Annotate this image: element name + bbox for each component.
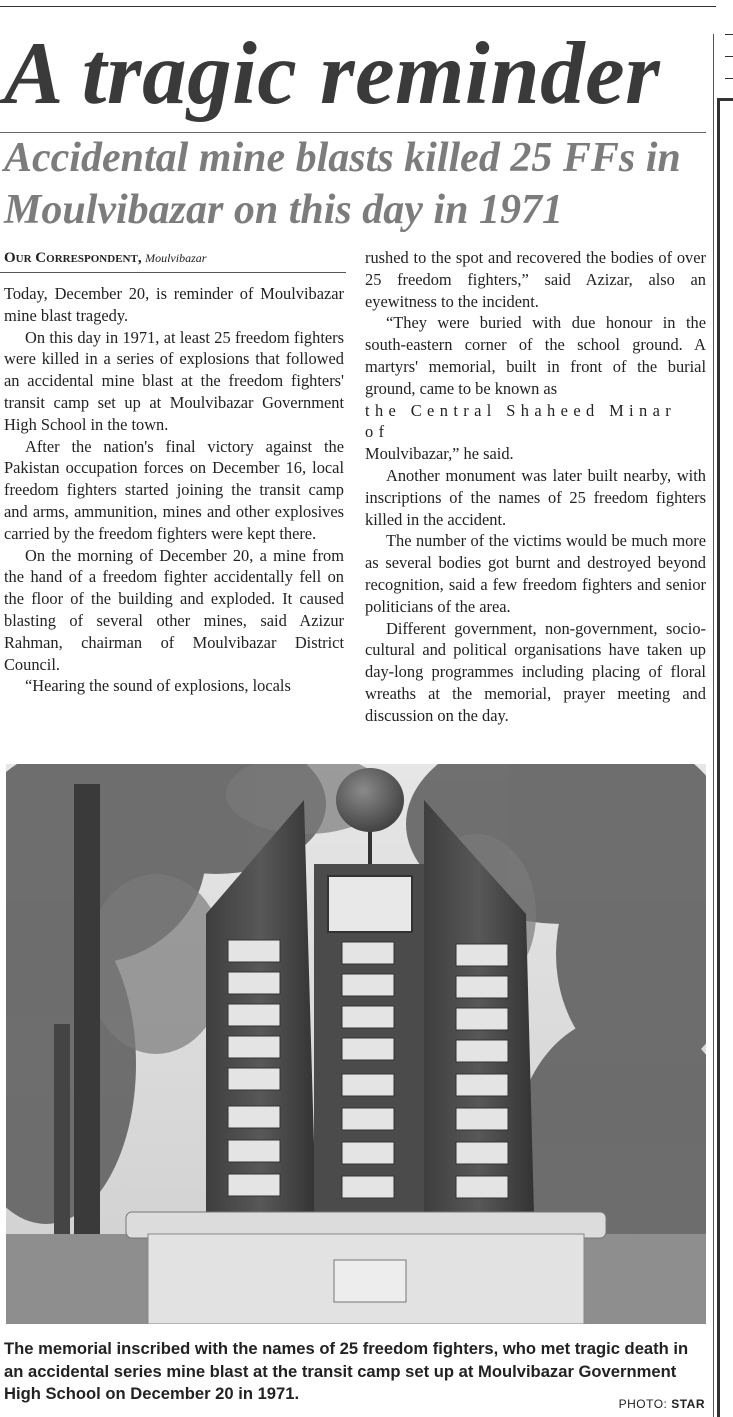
paragraph-continued: rushed to the spot and recovered the bodies of over 25 freedom fighters,” said Azizar, also an eyewitness to the incident. xyxy=(365,248,706,311)
paragraph: Different government, non-government, socio-cultural and political organisations have taken up day-long programmes including placing of floral wreaths at the memorial, prayer meeting and discussion on the day. xyxy=(365,618,706,725)
paragraph: “Hearing the sound of explosions, locals xyxy=(25,676,291,696)
article-column-left xyxy=(4,283,344,697)
byline-name: Our Correspondent, xyxy=(4,250,142,266)
memorial-photo xyxy=(6,764,706,1324)
headline: A tragic reminder xyxy=(4,25,661,123)
photo-caption: The memorial inscribed with the names of 25 freedom fighters, who met tragic death in an accidental series mine blast at the transit camp set up at Moulvibazar Government High School on December 20 in 1971. xyxy=(4,1339,689,1403)
photo-credit-prefix: PHOTO: xyxy=(618,1397,668,1411)
photo-credit-source: STAR xyxy=(671,1397,705,1411)
byline-location: Moulvibazar xyxy=(145,251,207,265)
paragraph: Another monument was later built nearby, with inscriptions of the names of 25 freedom fighters killed in the accident. xyxy=(365,465,706,529)
paragraph: After the nation's final victory against the Pakistan occupation forces on December 16, local freedom fighters started joining the transit camp and arms, ammunition, mines and other explosives carried by the freedom fighters were kept there. xyxy=(4,436,344,543)
paragraph: On this day in 1971, at least 25 freedom fighters were killed in a series of explosions that followed an accidental mine blast at the freedom fighters' transit camp set up at Moulvibazar Government High School in the town. xyxy=(4,327,344,434)
paragraph: The number of the victims would be much more as several bodies got burnt and destroyed beyond recognition, said a few freedom fighters and senior politicians of the area. xyxy=(365,531,706,616)
photo-credit xyxy=(619,1397,705,1411)
subhead: Accidental mine blasts killed 25 FFs in Moulvibazar on this day in 1971 xyxy=(4,135,681,233)
paragraph-line: Moulvibazar,” he said. xyxy=(365,444,514,464)
byline-rule xyxy=(0,272,346,273)
paragraph: On the morning of December 20, a mine from the hand of a freedom fighter accidentally fell on the floor of the building and exploded. It caused blasting of several other mines, said Azizur Rahman, chairman of Moulvibazar District Council. xyxy=(4,545,344,674)
paragraph: Today, December 20, is reminder of Moulvibazar mine blast tragedy. xyxy=(4,284,344,325)
paragraph-spaced-line: the Central Shaheed Minar of xyxy=(365,400,677,442)
byline xyxy=(4,248,346,269)
adjacent-column-border xyxy=(713,0,733,1417)
top-rule xyxy=(0,6,716,7)
paragraph: “They were buried with due honour in the south-eastern corner of the school ground. A martyrs' memorial, built in front of the burial ground, came to be known as xyxy=(365,313,706,398)
article-column-right xyxy=(365,247,706,727)
